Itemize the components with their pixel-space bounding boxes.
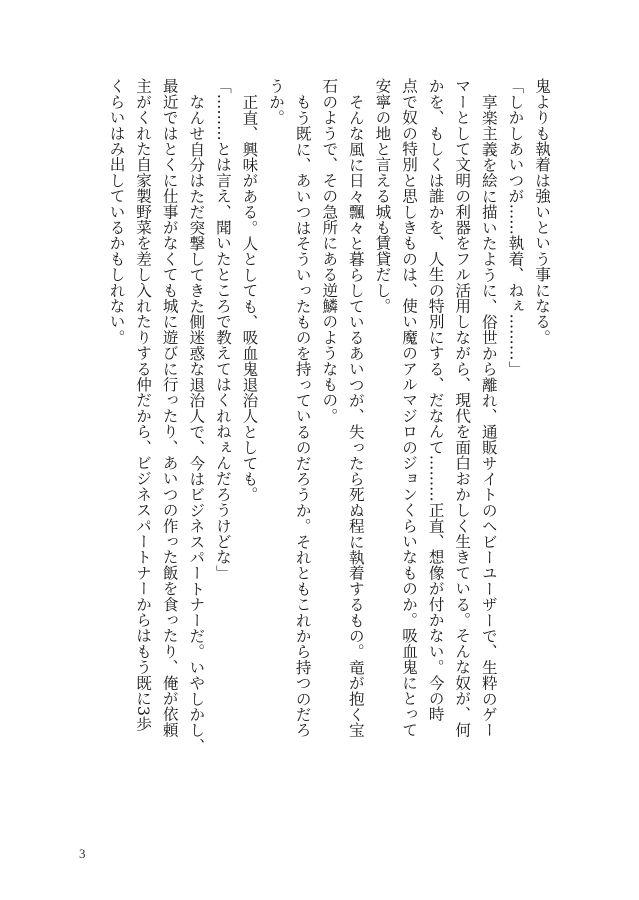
text-line: もう既に、あいつはそういったものを持っているのだろうか。それともこれから持つのだろ [293,93,312,738]
text-line: 正直、興味がある。人としても、吸血鬼退治人としても。 [240,93,259,502]
text-line: 「………とは言え、聞いたところで教えてはくれねぇんだろうけどな」 [213,78,232,581]
text-line: なんせ自分はただ突撃してきた側迷惑な退治人で、今はビジネスパートナーだ。いやしかし、 [187,93,206,753]
text-line: 石のようで、その急所にある逆鱗のようなもの。 [320,78,339,424]
text-line: くらいはみ出しているかもしれない。 [107,78,126,345]
text-line: そんな風に日々飄々と暮らしているあいつが、失ったら死ぬ程に執着するもの。竜が抱く宝 [346,93,365,738]
text-line: 享楽主義を絵に描いたように、俗世から離れ、通販サイトのヘビーユーザーで、生粋のゲー [479,93,498,738]
text-line: 点で奴の特別と思しきものは、使い魔のアルマジロのジョンくらいなものか。吸血鬼にとって [400,78,419,738]
text-line: 主がくれた自家製野菜を差し入れたりする仲だから、ビジネスパートナーからはもう既に3歩 [134,78,153,732]
text-line: 安寧の地と言える城も賃貸だし。 [373,78,392,314]
text-line: 鬼よりも執着は強いという事になる。 [533,78,551,345]
text-line: 最近ではとくに仕事がなくても城に遊びに行ったり、あいつの作った飯を食ったり、俺が依頼 [160,78,179,738]
body-text [103,78,555,808]
text-line: うか。 [267,78,286,126]
text-line: 「しかしあいつが……執着、ねぇ………」 [506,78,525,377]
text-line: かを、もしくは誰かを、人生の特別にする、だなんて………正直、想像が付かない。今の時 [426,78,445,722]
text-line: マーとして文明の利器をフル活用しながら、現代を面白おかしく生きている。そんな奴が、何 [453,78,472,738]
page-number: 3 [79,846,86,861]
